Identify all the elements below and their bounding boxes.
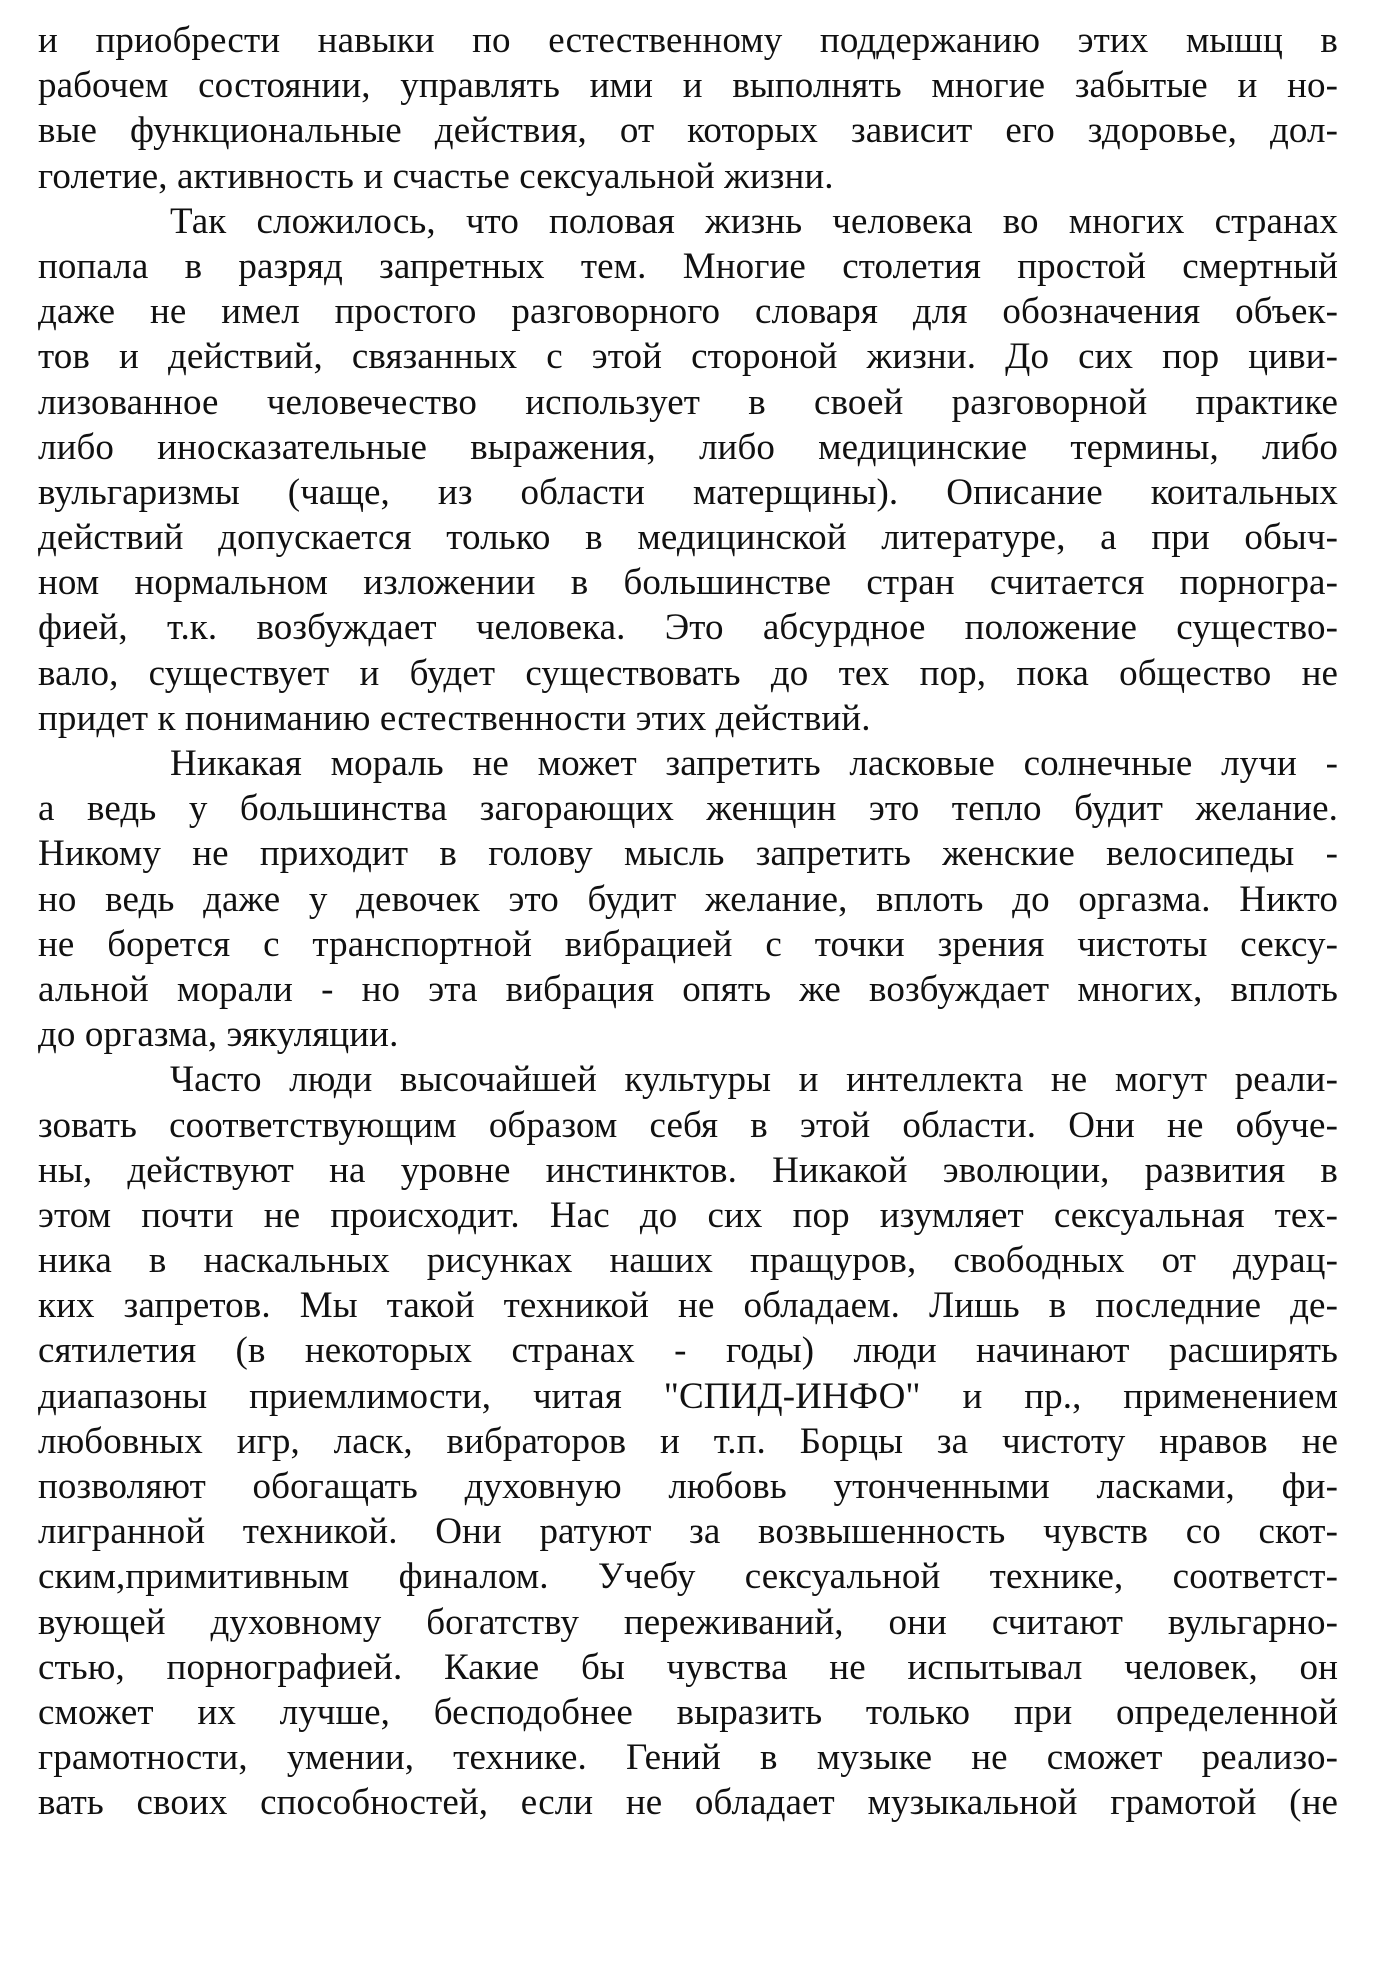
text-line: ника в наскальных рисунках наших пращуров, свободных от дурац- bbox=[38, 1240, 1338, 1282]
text-line: вующей духовному богатству переживаний, они считают вульгарно- bbox=[38, 1601, 1338, 1643]
text-line: ном нормальном изложении в большинстве стран считается порногра- bbox=[38, 562, 1338, 604]
text-line: и приобрести навыки по естественному поддержанию этих мышц в bbox=[38, 20, 1338, 61]
text-line: а ведь у большинства загорающих женщин это тепло будит желание. bbox=[38, 788, 1338, 830]
text-line: ких запретов. Мы такой техникой не обладаем. Лишь в последние де- bbox=[38, 1285, 1338, 1327]
text-line: зовать соответствующим образом себя в этой области. Они не обуче- bbox=[38, 1104, 1338, 1146]
text-line: вать своих способностей, если не обладает музыкальной грамотой (не bbox=[38, 1782, 1338, 1824]
text-line: этом почти не происходит. Нас до сих пор изумляет сексуальная тех- bbox=[38, 1194, 1338, 1236]
paragraph-2 bbox=[38, 199, 1338, 741]
paragraph-3 bbox=[38, 741, 1338, 1057]
text-line: позволяют обогащать духовную любовь утонченными ласками, фи- bbox=[38, 1466, 1338, 1507]
text-line: ны, действуют на уровне инстинктов. Никакой эволюции, развития в bbox=[38, 1149, 1338, 1191]
text-line: придет к пониманию естественности этих действий. bbox=[38, 697, 871, 739]
text-line: либо иносказательные выражения, либо медицинские термины, либо bbox=[38, 426, 1338, 468]
text-line: Часто люди высочайшей культуры и интеллекта не могут реали- bbox=[170, 1059, 1338, 1101]
text-line: но ведь даже у девочек это будит желание, вплоть до оргазма. Никто bbox=[38, 878, 1338, 920]
text-line: стью, порнографией. Какие бы чувства не испытывал человек, он bbox=[38, 1646, 1338, 1688]
text-line: не борется с транспортной вибрацией с точки зрения чистоты сексу- bbox=[38, 923, 1338, 965]
text-line: любовных игр, ласк, вибраторов и т.п. Борцы за чистоту нравов не bbox=[38, 1420, 1338, 1462]
text-line: сятилетия (в некоторых странах - годы) люди начинают расширять bbox=[38, 1330, 1338, 1372]
text-line: лигранной техникой. Они ратуют за возвышенность чувств со скот- bbox=[38, 1511, 1338, 1553]
document-page bbox=[38, 18, 1338, 1826]
paragraph-4 bbox=[38, 1057, 1338, 1825]
text-line: ским,примитивным финалом. Учебу сексуальной технике, соответст- bbox=[38, 1556, 1338, 1598]
text-line: действий допускается только в медицинской литературе, а при обыч- bbox=[38, 517, 1338, 559]
text-line: вые функциональные действия, от которых зависит его здоровье, дол- bbox=[38, 110, 1338, 152]
text-line: альной морали - но эта вибрация опять же возбуждает многих, вплоть bbox=[38, 968, 1338, 1010]
text-line: сможет их лучше, бесподобнее выразить только при определенной bbox=[38, 1691, 1338, 1733]
text-line: до оргазма, эякуляции. bbox=[38, 1014, 399, 1056]
text-line: голетие, активность и счастье сексуальной жизни. bbox=[38, 155, 834, 197]
text-line: грамотности, умении, технике. Гений в музыке не сможет реализо- bbox=[38, 1737, 1338, 1779]
text-line: фией, т.к. возбуждает человека. Это абсурдное положение существо- bbox=[38, 607, 1338, 649]
paragraph-1 bbox=[38, 18, 1338, 199]
text-line: тов и действий, связанных с этой стороной жизни. До сих пор циви- bbox=[38, 336, 1338, 378]
text-line: попала в разряд запретных тем. Многие столетия простой смертный bbox=[38, 245, 1338, 287]
text-line: даже не имел простого разговорного словаря для обозначения объек- bbox=[38, 291, 1338, 333]
text-line: Так сложилось, что половая жизнь человека во многих странах bbox=[170, 200, 1338, 242]
text-line: Никому не приходит в голову мысль запретить женские велосипеды - bbox=[38, 833, 1338, 875]
text-line: лизованное человечество использует в своей разговорной практике bbox=[38, 381, 1338, 423]
text-line: вало, существует и будет существовать до тех пор, пока общество не bbox=[38, 652, 1338, 694]
text-line: вульгаризмы (чаще, из области матерщины). Описание коитальных bbox=[38, 471, 1338, 513]
text-line: диапазоны приемлимости, читая "СПИД-ИНФО" и пр., применением bbox=[38, 1375, 1338, 1417]
text-line: Никакая мораль не может запретить ласковые солнечные лучи - bbox=[170, 743, 1338, 784]
text-line: рабочем состоянии, управлять ими и выполнять многие забытые и но- bbox=[38, 65, 1338, 107]
